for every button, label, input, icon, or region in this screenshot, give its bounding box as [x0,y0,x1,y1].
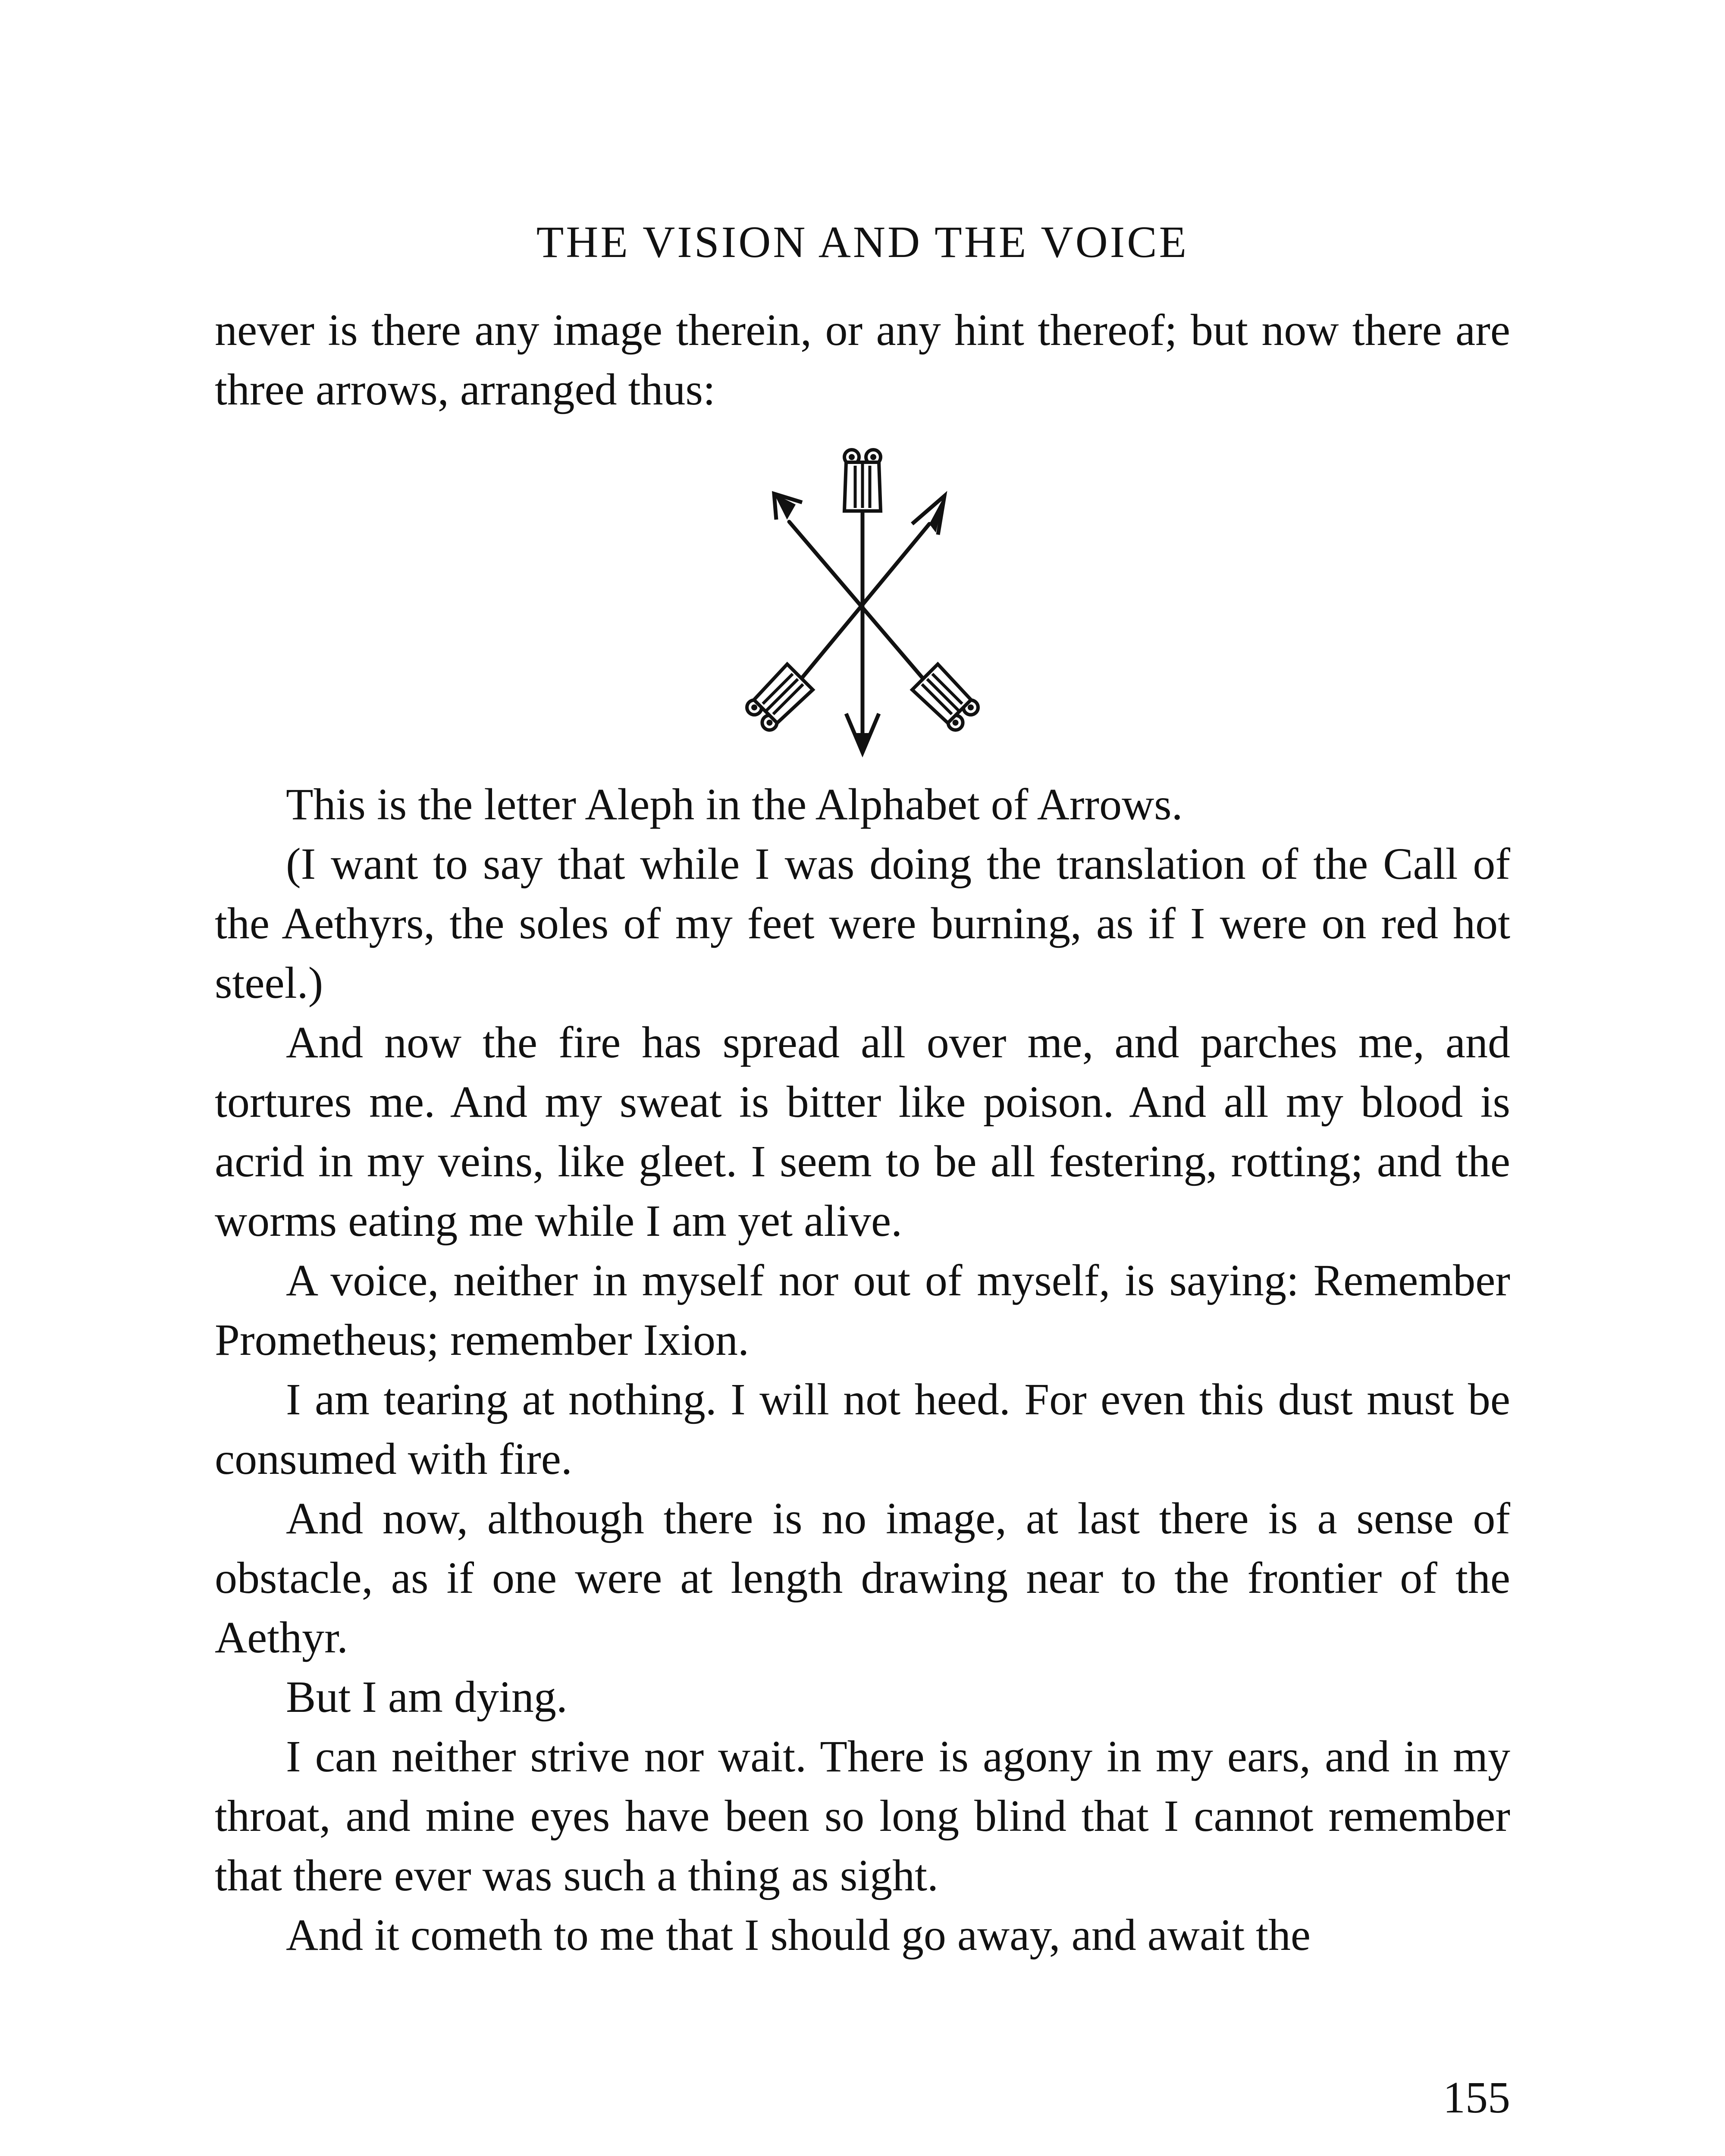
paragraph-voice: A voice, neither in myself nor out of myself, is saying: Remember Prometheus; remember Ixion. [215,1256,1510,1365]
running-header: THE VISION AND THE VOICE [536,217,1189,267]
paragraph-translation: (I want to say that while I was doing the translation of the Call of the Aethyrs, the soles of my feet were burning, as if I were on red hot steel.) [215,839,1510,1008]
paragraph-obstacle: And now, although there is no image, at last there is a sense of obstacle, as if one were at length drawing near to the frontier of the Aethyr. [215,1494,1510,1662]
paragraph-dying: But I am dying. [286,1672,568,1722]
paragraph-fire: And now the fire has spread all over me, and parches me, and tortures me. And my sweat is bitter like poison. And all my blood is acrid in my veins, like gleet. I seem to be all festering, rotting; and the worms eating me while I am yet alive. [215,1018,1510,1246]
page-number: 155 [1443,2073,1510,2122]
paragraph-agony: I can neither strive nor wait. There is agony in my ears, and in my throat, and mine eyes have been so long blind that I cannot remember that there ever was such a thing as sight. [215,1732,1510,1900]
paragraph-tearing: I am tearing at nothing. I will not heed. For even this dust must be consumed with fire. [215,1375,1510,1484]
paragraph-aleph: This is the letter Aleph in the Alphabet of Arrows. [286,780,1183,829]
continuation-paragraph: never is there any image therein, or any hint thereof; but now there are three arrows, arranged thus: [215,305,1510,414]
text-block-main [215,775,1510,1965]
three-arrows-aleph-icon [733,436,992,763]
paragraph-await: And it cometh to me that I should go away, and await the [286,1910,1311,1960]
text-block-top [215,301,1510,420]
